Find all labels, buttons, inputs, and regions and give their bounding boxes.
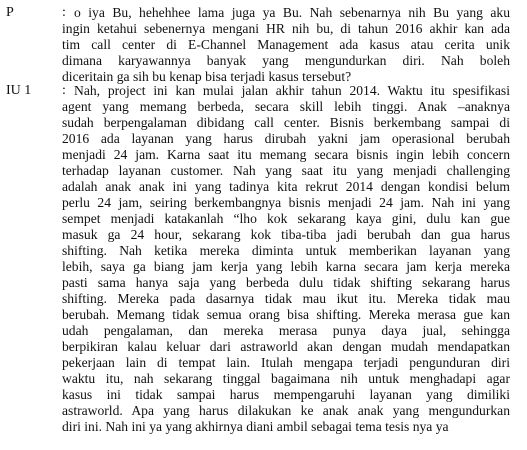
text-line: lebih, saya ga biang jam kerja yang lebih karna secara jam kerja mereka <box>62 259 510 274</box>
speaker-colon: : <box>62 5 66 20</box>
text-line: o iya Bu, hehehhee lama juga ya Bu. Nah sebenarnya nih Bu yang aku <box>74 5 510 20</box>
text-line: pasti sama hanya saja yang berbeda dulu tidak shifting sekarang harus <box>62 275 510 290</box>
text-line: terhadap layanan customer. Nah yang saat itu yang menjadi challenging <box>62 163 510 178</box>
speaker-label: P <box>6 5 14 20</box>
text-line: menjadi 24 jam. Karna saat itu memang secara bisnis ingin lebih concern <box>62 147 510 162</box>
text-line: udah pengalaman, dan mereka merasa punya daya jual, sehingga <box>62 323 510 338</box>
text-line: tim call center di E-Channel Management ada kasus atau cerita unik <box>62 37 510 52</box>
text-line: shifting. Mereka pada dasarnya tidak mau ikut itu. Mereka tidak mau <box>62 291 510 306</box>
text-line: 2016 ada layanan yang harus dirubah yakni jam operasional berubah <box>62 131 510 146</box>
text-line: astraworld. Apa yang harus dilakukan ke anak anak yang mengundurkan <box>62 403 510 418</box>
text-line: kasus ini tidak sampai harus mempengaruhi layanan yang dimiliki <box>62 387 510 402</box>
text-line: berubah. Memang tidak semua orang bisa shifting. Mereka merasa gue kan <box>62 307 510 322</box>
text-line: dimana karyawannya banyak yang mengundurkan diri. Nah boleh <box>62 53 510 68</box>
text-line: ingin ketahui sebenernya mengani HR nih bu, di tahun 2016 akhir kan ada <box>62 21 510 36</box>
text-line: adalah anak anak ini yang tadinya kita rekrut 2014 dengan kondisi belum <box>62 179 510 194</box>
text-line: shifting. Nah ketika mereka diminta untuk memberikan layanan yang <box>62 243 510 258</box>
text-line: sempet menjadi katakanlah “lho kok sekarang kaya gini, dulu kan gue <box>62 211 510 226</box>
speaker-label: IU 1 <box>6 83 32 98</box>
text-line: diri ini. Nah ini ya yang akhirnya diani ambil sebagai tema tesis nya ya <box>62 419 449 434</box>
text-line: berpikiran kalau keluar dari astraworld akan dengan mudah mendapatkan <box>62 339 510 354</box>
text-line: agent yang memang berbeda, secara skill lebih tinggi. Anak –anaknya <box>62 99 510 114</box>
text-line: perlu 24 jam, seiring berkembangnya bisnis menjadi 24 jam. Nah ini yang <box>62 195 510 210</box>
text-line: masuk ga 24 hour, sekarang kok tiba-tiba jadi berubah dan gua harus <box>62 227 510 242</box>
text-line: Nah, project ini kan mulai jalan akhir tahun 2014. Waktu itu spesifikasi <box>74 83 510 98</box>
text-line: pekerjaan lain di tempat lain. Itulah mengapa terjadi pengunduran diri <box>62 355 510 370</box>
text-line: sudah berpengalaman dibidang call center. Bisnis berkembang sampai di <box>62 115 510 130</box>
text-line: diceritain ga sih bu kenap bisa terjadi kasus tersebut? <box>62 69 352 84</box>
speaker-colon: : <box>62 83 66 98</box>
text-line: waktu itu, nah sekarang tinggal bagaimana nih untuk menghadapi agar <box>62 371 510 386</box>
